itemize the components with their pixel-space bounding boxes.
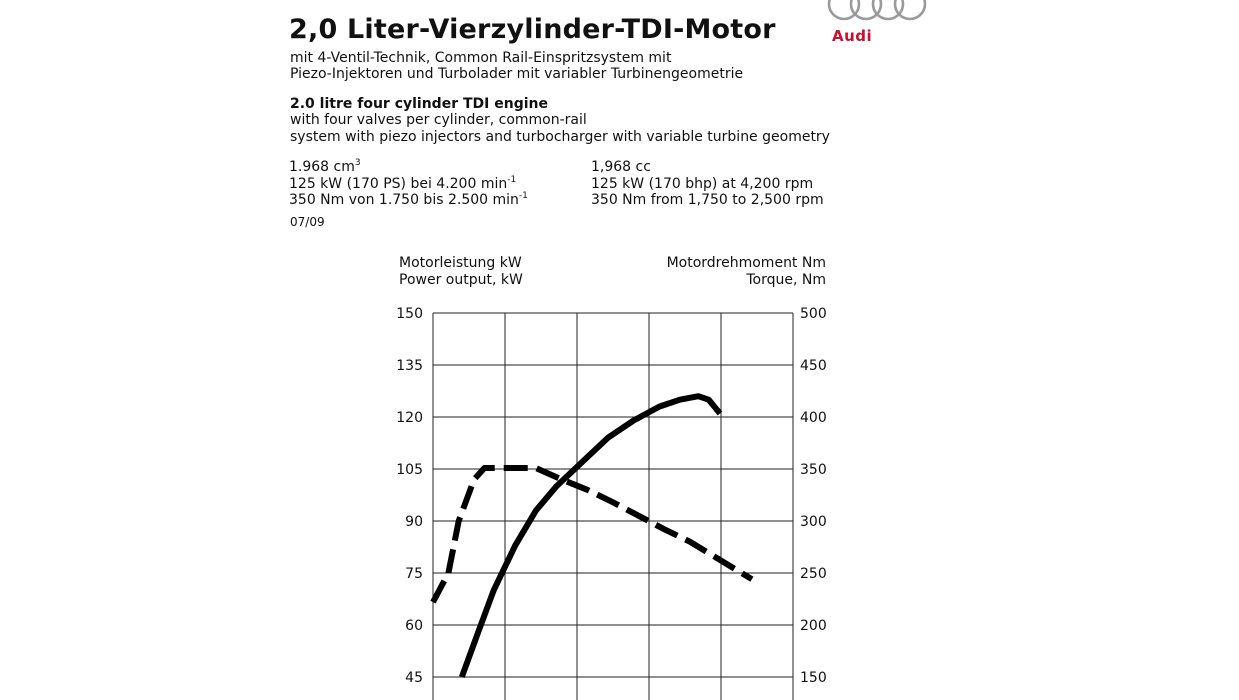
left-axis-label-1: Motorleistung kW [399,255,522,271]
page-title: 2,0 Liter-Vierzylinder-TDI-Motor [289,14,776,45]
left-axis-label-2: Power output, kW [399,272,523,288]
chart-grid [433,313,793,700]
left-tick-label: 75 [405,566,423,582]
right-tick-label: 150 [800,670,827,686]
spec-power-en: 125 kW (170 bhp) at 4,200 rpm [591,176,814,192]
right-tick-label: 200 [800,618,827,634]
right-axis-label-1: Motordrehmoment Nm [666,255,826,271]
spec-power-de: 125 kW (170 PS) bei 4.200 $\min^{-1}$ [289,175,517,192]
right-tick-label: 300 [800,514,827,530]
subtitle-de-line-1: mit 4-Ventil-Technik, Common Rail-Einspritzsystem mit [290,50,672,66]
right-tick-label: 250 [800,566,827,582]
left-axis-ticks [396,306,423,686]
left-tick-label: 120 [396,410,423,426]
right-tick-label: 450 [800,358,827,374]
right-tick-label: 400 [800,410,827,426]
date-label: 07/09 [290,215,325,229]
left-tick-label: 135 [396,358,423,374]
audi-wordmark: Audi [832,27,873,45]
subtitle-de-line-2: Piezo-Injektoren und Turbolader mit variabler Turbinengeometrie [290,66,744,82]
left-tick-label: 90 [405,514,423,530]
spec-displacement-en: 1,968 cc [591,159,651,175]
spec-torque-de: 350 Nm von 1.750 bis 2.500 $\min^{-1}$ [289,191,528,208]
left-tick-label: 105 [396,462,423,478]
right-tick-label: 350 [800,462,827,478]
engine-performance-chart [380,245,850,700]
right-axis-label-2: Torque, Nm [746,272,826,288]
subtitle-en-line-1: with four valves per cylinder, common-rail [290,112,587,128]
subtitle-en-line-2: system with piezo injectors and turbocharger with variable turbine geometry [290,129,830,145]
left-tick-label: 60 [405,618,423,634]
chart-series [433,396,752,677]
title-en: 2.0 litre four cylinder TDI engine [290,96,548,112]
torque-line [433,468,752,602]
right-tick-label: 500 [800,306,827,322]
left-tick-label: 45 [405,670,423,686]
power-output-line [462,396,720,677]
right-axis-ticks [800,306,827,686]
spec-torque-en: 350 Nm from 1,750 to 2,500 rpm [591,192,824,208]
spec-displacement-de: 1.968 $cm^3$ [289,158,361,175]
left-tick-label: 150 [396,306,423,322]
